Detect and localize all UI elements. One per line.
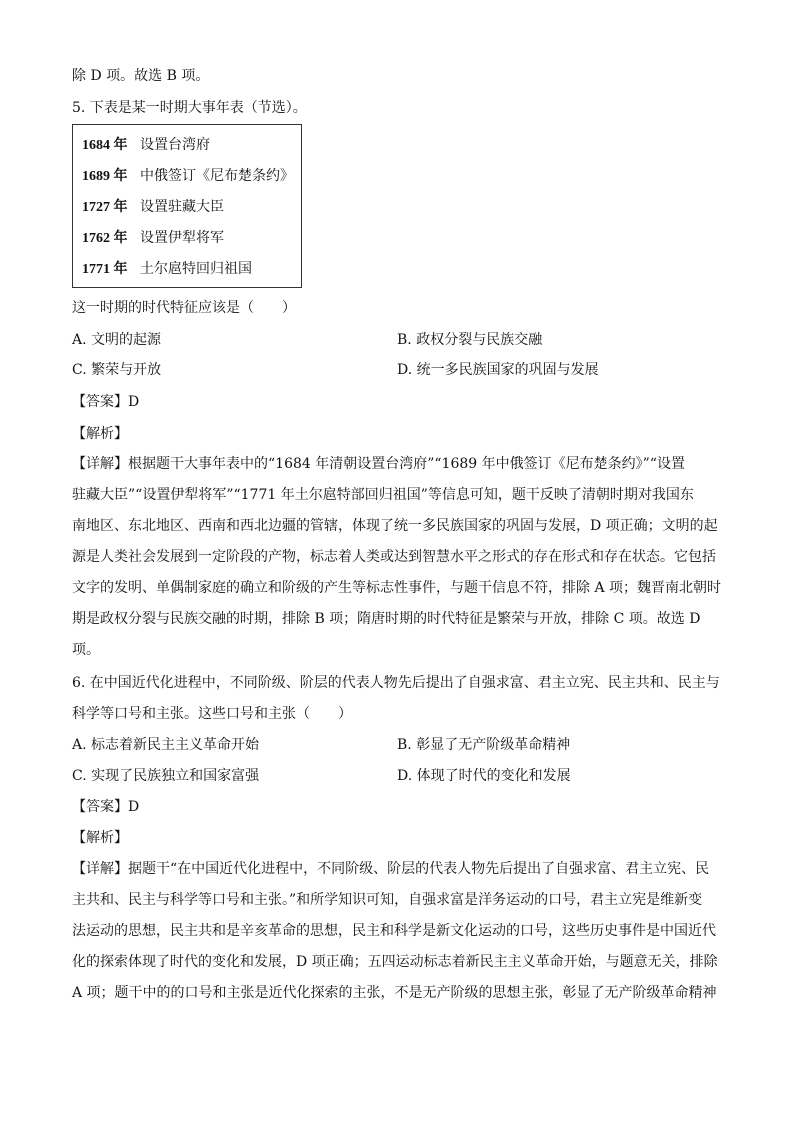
table-event: 设置伊犁将军 — [140, 230, 224, 246]
q5-detail-line: 【详解】根据题干大事年表中的“1684 年清朝设置台湾府”“1689 年中俄签订《尼布楚条约》”“设置 — [72, 456, 685, 472]
q6-detail-line: 【详解】据题干“在中国近代化进程中，不同阶级、阶层的代表人物先后提出了自强求富、君主立宪、民 — [72, 861, 710, 877]
q6-option-a: A. 标志着新民主主义革命开始 — [72, 737, 260, 753]
question-5-prompt: 这一时期的时代特征应该是（ ） — [72, 300, 296, 316]
question-5-stem: 5. 下表是某一时期大事年表（节选）。 — [72, 100, 307, 116]
q5-option-d: D. 统一多民族国家的巩固与发展 — [397, 362, 599, 378]
question-6-stem-line: 6. 在中国近代化进程中，不同阶级、阶层的代表人物先后提出了自强求富、君主立宪、民主共和、民主与 — [72, 675, 720, 691]
table-row — [82, 166, 294, 187]
table-event: 设置驻藏大臣 — [140, 199, 224, 215]
table-row — [82, 135, 210, 156]
q5-detail-line: 源是人类社会发展到一定阶段的产物，标志着人类或达到智慧水平之形式的存在形式和存在状态。它包括 — [72, 549, 716, 565]
q6-detail-line: 主共和、民主与科学等口号和主张。”和所学知识可知，自强求富是洋务运动的口号，君主立宪是维新变 — [72, 892, 703, 908]
q6-answer: 【答案】D — [72, 799, 140, 815]
table-event: 土尔扈特回归祖国 — [140, 261, 252, 277]
table-year: 1684 年 — [82, 138, 128, 153]
table-event: 中俄签订《尼布楚条约》 — [140, 168, 294, 184]
table-row — [82, 259, 252, 280]
table-row — [82, 197, 224, 218]
q5-option-a: A. 文明的起源 — [72, 332, 162, 348]
q5-answer: 【答案】D — [72, 394, 140, 410]
q6-analysis-label: 【解析】 — [72, 830, 128, 846]
q5-analysis-label: 【解析】 — [72, 426, 128, 442]
q6-option-d: D. 体现了时代的变化和发展 — [397, 768, 571, 784]
q5-option-c: C. 繁荣与开放 — [72, 362, 162, 378]
q5-detail-line: 南地区、东北地区、西南和西北边疆的管辖，体现了统一多民族国家的巩固与发展，D 项正确；文明的起 — [72, 518, 718, 534]
table-event: 设置台湾府 — [140, 137, 210, 153]
table-year: 1689 年 — [82, 169, 128, 184]
question-6-stem-line: 科学等口号和主张。这些口号和主张（ ） — [72, 706, 352, 722]
q5-option-b: B. 政权分裂与民族交融 — [397, 332, 543, 348]
table-year: 1762 年 — [82, 231, 128, 246]
q6-detail-line: 化的探索体现了时代的变化和发展，D 项正确；五四运动标志着新民主主义革命开始，与题意无关，排除 — [72, 954, 718, 970]
q6-option-b: B. 彰显了无产阶级革命精神 — [397, 737, 571, 753]
table-row — [82, 228, 224, 249]
table-year: 1727 年 — [82, 200, 128, 215]
table-year: 1771 年 — [82, 262, 128, 277]
q6-detail-line: A 项；题干中的的口号和主张是近代化探索的主张，不是无产阶级的思想主张，彰显了无产阶级革命精神 — [72, 985, 717, 1001]
q5-detail-line: 文字的发明、单偶制家庭的确立和阶级的产生等标志性事件，与题干信息不符，排除 A 项；魏晋南北朝时 — [72, 580, 722, 596]
chronology-table — [72, 124, 302, 288]
q6-option-c: C. 实现了民族独立和国家富强 — [72, 768, 260, 784]
q5-detail-line: 驻藏大臣”“设置伊犁将军”“1771 年土尔扈特部回归祖国”等信息可知，题干反映了清朝时期对我国东 — [72, 487, 694, 503]
q5-detail-line: 项。 — [72, 642, 100, 658]
previous-answer-tail: 除 D 项。故选 B 项。 — [72, 68, 210, 84]
q5-detail-line: 期是政权分裂与民族交融的时期，排除 B 项；隋唐时期的时代特征是繁荣与开放，排除 C 项。故选 D — [72, 611, 701, 627]
q6-detail-line: 法运动的思想，民主共和是辛亥革命的思想，民主和科学是新文化运动的口号，这些历史事件是中国近代 — [72, 923, 716, 939]
